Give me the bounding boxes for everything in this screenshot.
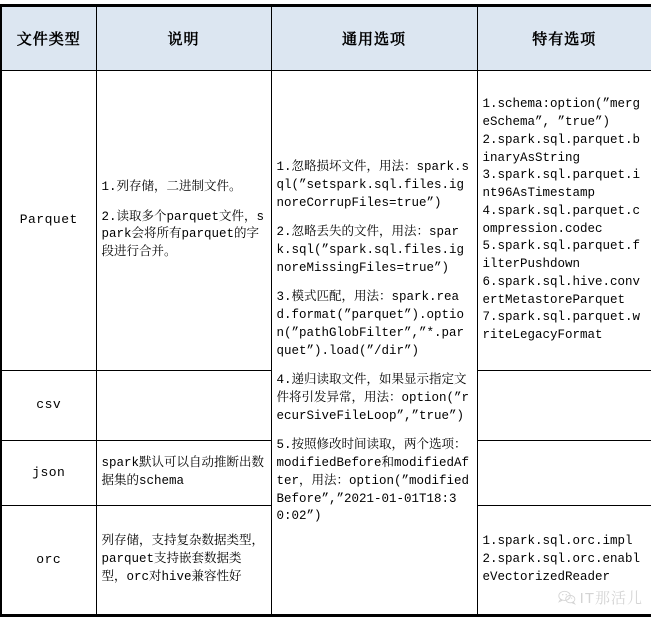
- cell-specific-options-csv: [477, 371, 651, 441]
- common-option-item: 4.递归读取文件，如果显示指定文件将引发异常，用法：option(”recurSiveFileLoop”,”true”): [276, 373, 470, 423]
- common-option-item: 2.忽略丢失的文件，用法：spark.sql(”spark.sql.files.ignoreMissingFiles=true”): [276, 225, 465, 275]
- specific-option-item: 5.spark.sql.parquet.filterPushdown: [482, 239, 641, 271]
- table-body: [1, 71, 651, 616]
- specific-option-item: 1.schema:option(”mergeSchema”, ”true”): [482, 97, 641, 129]
- cell-description-csv: [96, 371, 271, 441]
- column-header-common-options: 通用选项: [271, 6, 477, 71]
- description-block: 2.读取多个parquet文件，spark会将所有parquet的字段进行合并。: [101, 209, 265, 260]
- cell-file-type-parquet: Parquet: [1, 71, 96, 371]
- table-row: [1, 71, 651, 371]
- cell-file-type-json: json: [1, 441, 96, 506]
- column-header-specific-options: 特有选项: [477, 6, 651, 71]
- common-option-item: 5.按照修改时间读取，两个选项：modifiedBefore和modifiedAfter，用法：option(”modifiedBefore”,”2021-01-01T18:30:02”): [276, 438, 470, 524]
- column-header-file-type: 文件类型: [1, 6, 96, 71]
- common-option-item: 1.忽略损坏文件，用法：spark.sql(”setspark.sql.files.ignoreCorrupFiles=true”): [276, 160, 470, 210]
- specific-option-item: 1.spark.sql.orc.impl: [482, 534, 633, 549]
- specific-option-item: 2.spark.sql.orc.enableVectorizedReader: [482, 552, 641, 584]
- cell-common-options: [271, 71, 477, 616]
- header-row: [1, 6, 651, 71]
- specific-option-item: 4.spark.sql.parquet.compression.codec: [482, 203, 641, 236]
- cell-specific-options-parquet: [477, 71, 651, 371]
- specific-option-item: 2.spark.sql.parquet.binaryAsString: [482, 132, 641, 165]
- description-block: spark默认可以自动推断出数据集的schema: [101, 456, 265, 488]
- cell-file-type-csv: csv: [1, 371, 96, 441]
- watermark-text: IT那活儿: [579, 590, 643, 607]
- description-block: 1.列存储，二进制文件。: [101, 180, 242, 195]
- table-header: [1, 6, 651, 71]
- column-header-description: 说明: [96, 6, 271, 71]
- specific-option-item: 7.spark.sql.parquet.writeLegacyFormat: [482, 310, 641, 342]
- description-block: 列存储，支持复杂数据类型，parquet支持嵌套数据类型，orc对hive兼容性好: [101, 534, 265, 584]
- cell-specific-options-json: [477, 441, 651, 506]
- cell-description-orc: [96, 506, 271, 616]
- file-format-options-table: [0, 4, 651, 617]
- cell-description-parquet: [96, 71, 271, 371]
- cell-description-json: [96, 441, 271, 506]
- specific-option-item: 6.spark.sql.hive.convertMetastoreParquet: [482, 274, 641, 307]
- cell-specific-options-orc: [477, 506, 651, 616]
- specific-option-item: 3.spark.sql.parquet.int96AsTimestamp: [482, 168, 641, 200]
- common-option-item: 3.模式匹配，用法：spark.read.format(”parquet”).option(”pathGlobFilter”,”*.parquet”).load(”/dir”): [276, 290, 465, 358]
- cell-file-type-orc: orc: [1, 506, 96, 616]
